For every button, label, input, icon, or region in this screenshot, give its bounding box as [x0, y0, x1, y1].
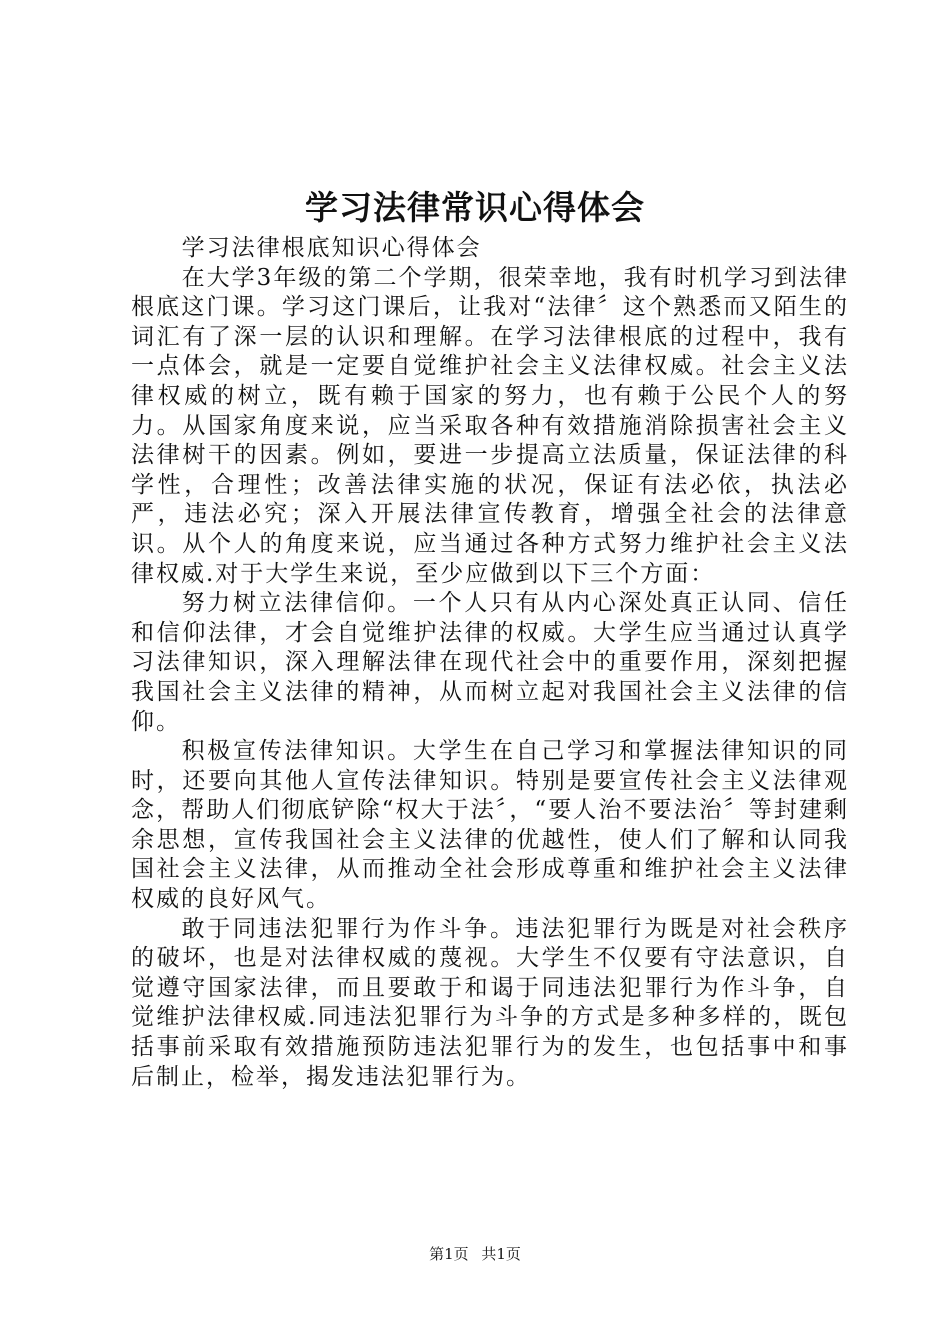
document-body: [131, 234, 849, 1092]
intro-paragraph: 在大学3年级的第二个学期，很荣幸地，我有时机学习到法律根底这门课。学习这门课后，让我对“法律〞这个熟悉而又陌生的词汇有了深一层的认识和理解。在学习法律根底的过程中，我有一点体会，就是一定要自觉维护社会主义法律权威。社会主义法律权威的树立，既有赖于国家的努力，也有赖于公民个人的努力。从国家角度来说，应当采取各种有效措施消除损害社会主义法律树干的因素。例如，要进一步提高立法质量，保证法律的科学性，合理性；改善法律实施的状况，保证有法必依，执法必严，违法必究；深入开展法律宣传教育，增强全社会的法律意识。从个人的角度来说，应当通过各种方式努力维护社会主义法律权威.对于大学生来说，至少应做到以下三个方面：: [131, 264, 849, 587]
page-footer: [0, 1244, 950, 1264]
point-three-paragraph: 敢于同违法犯罪行为作斗争。违法犯罪行为既是对社会秩序的破坏，也是对法律权威的蔑视。大学生不仅要有守法意识，自觉遵守国家法律，而且要敢于和谒于同违法犯罪行为作斗争，自觉维护法律权威.同违法犯罪行为斗争的方式是多种多样的，既包括事前采取有效措施预防违法犯罪行为的发生，也包括事中和事后制止，检举，揭发违法犯罪行为。: [131, 915, 849, 1090]
subtitle-paragraph: 学习法律根底知识心得体会: [181, 235, 482, 261]
page-number: 第1页: [429, 1245, 469, 1263]
document-title: 学习法律常识心得体会: [305, 188, 645, 227]
point-one-paragraph: 努力树立法律信仰。一个人只有从内心深处真正认同、信任和信仰法律，才会自觉维护法律的权威。大学生应当通过认真学习法律知识，深入理解法律在现代社会中的重要作用，深刻把握我国社会主义法律的精神，从而树立起对我国社会主义法律的信仰。: [131, 590, 849, 735]
page-total: 共1页: [481, 1245, 521, 1263]
point-two-paragraph: 积极宣传法律知识。大学生在自己学习和掌握法律知识的同时，还要向其他人宣传法律知识。特别是要宣传社会主义法律观念，帮助人们彻底铲除“权大于法〞，“要人治不要法治〞等封建剩余思想，宣传我国社会主义法律的优越性，使人们了解和认同我国社会主义法律，从而推动全社会形成尊重和维护社会主义法律权威的良好风气。: [131, 738, 849, 913]
